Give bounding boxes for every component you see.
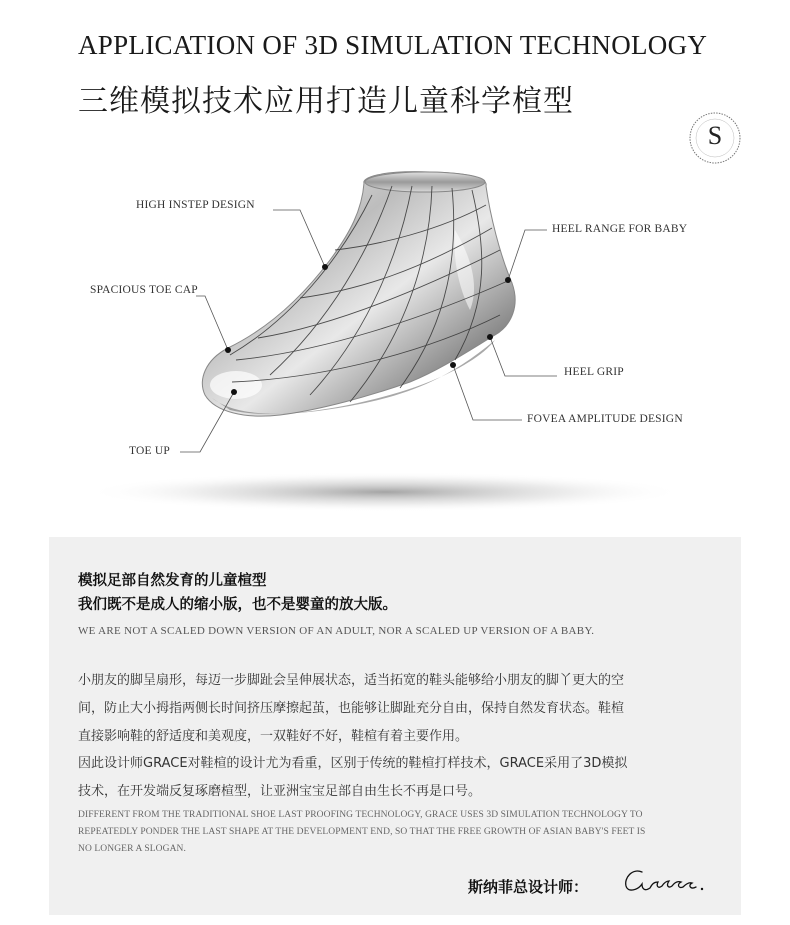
panel-heading-english: WE ARE NOT A SCALED DOWN VERSION OF AN ADULT, NOR A SCALED UP VERSION OF A BABY. (78, 625, 595, 637)
callout-line-heel-grip (490, 337, 557, 376)
english-line-3: NO LONGER A SLOGAN. (78, 844, 186, 854)
body-line-4: 因此设计师GRACE对鞋楦的设计尤为看重，区别于传统的鞋楦打样技术，GRACE采用了3D模拟 (78, 756, 628, 771)
label-high-instep: HIGH INSTEP DESIGN (136, 199, 255, 211)
shoe-top-cap (365, 172, 485, 192)
label-fovea: FOVEA AMPLITUDE DESIGN (527, 413, 683, 425)
shoe-shadow (85, 472, 685, 512)
dot-spacious-toe (225, 347, 231, 353)
panel-heading: 模拟足部自然发育的儿童楦型 (78, 573, 267, 589)
callout-line-heel-range (508, 230, 547, 280)
panel-subheading: 我们既不是成人的缩小版，也不是婴童的放大版。 (78, 597, 397, 613)
signature-grace (620, 866, 720, 896)
body-line-3: 直接影响鞋的舒适度和美观度，一双鞋好不好，鞋楦有着主要作用。 (78, 729, 469, 744)
callout-line-high-instep (273, 210, 325, 267)
label-heel-range: HEEL RANGE FOR BABY (552, 223, 688, 235)
toe-highlight (210, 371, 262, 399)
label-heel-grip: HEEL GRIP (564, 366, 624, 378)
label-toe-up: TOE UP (129, 445, 170, 457)
body-line-1: 小朋友的脚呈扇形，每迈一步脚趾会呈伸展状态，适当拓宽的鞋头能够给小朋友的脚丫更大的空 (78, 673, 625, 688)
seal-letter: S (707, 121, 723, 150)
english-line-2: REPEATEDLY PONDER THE LAST SHAPE AT THE DEVELOPMENT END, SO THAT THE FREE GROWTH OF ASIAN BABY'S FEET IS (78, 827, 646, 837)
dot-high-instep (322, 264, 328, 270)
english-line-1: DIFFERENT FROM THE TRADITIONAL SHOE LAST PROOFING TECHNOLOGY, GRACE USES 3D SIMULATION TECHNOLOGY TO (78, 810, 643, 820)
dot-toe-up (231, 389, 237, 395)
signature-label: 斯纳菲总设计师： (468, 878, 589, 896)
callout-line-fovea (453, 365, 522, 420)
label-spacious-toe: SPACIOUS TOE CAP (90, 284, 198, 296)
dot-heel-grip (487, 334, 493, 340)
dot-fovea (450, 362, 456, 368)
dot-heel-range (505, 277, 511, 283)
body-line-2: 间，防止大小拇指两侧长时间挤压摩擦起茧，也能够让脚趾充分自由，保持自然发育状态。鞋楦 (78, 701, 625, 716)
title-chinese: 三维模拟技术应用打造儿童科学楦型 (78, 84, 574, 119)
callout-line-spacious-toe (196, 296, 228, 350)
title-english: APPLICATION OF 3D SIMULATION TECHNOLOGY (78, 30, 708, 60)
body-line-5: 技术，在开发端反复琢磨楦型，让亚洲宝宝足部自由生长不再是口号。 (78, 784, 482, 799)
